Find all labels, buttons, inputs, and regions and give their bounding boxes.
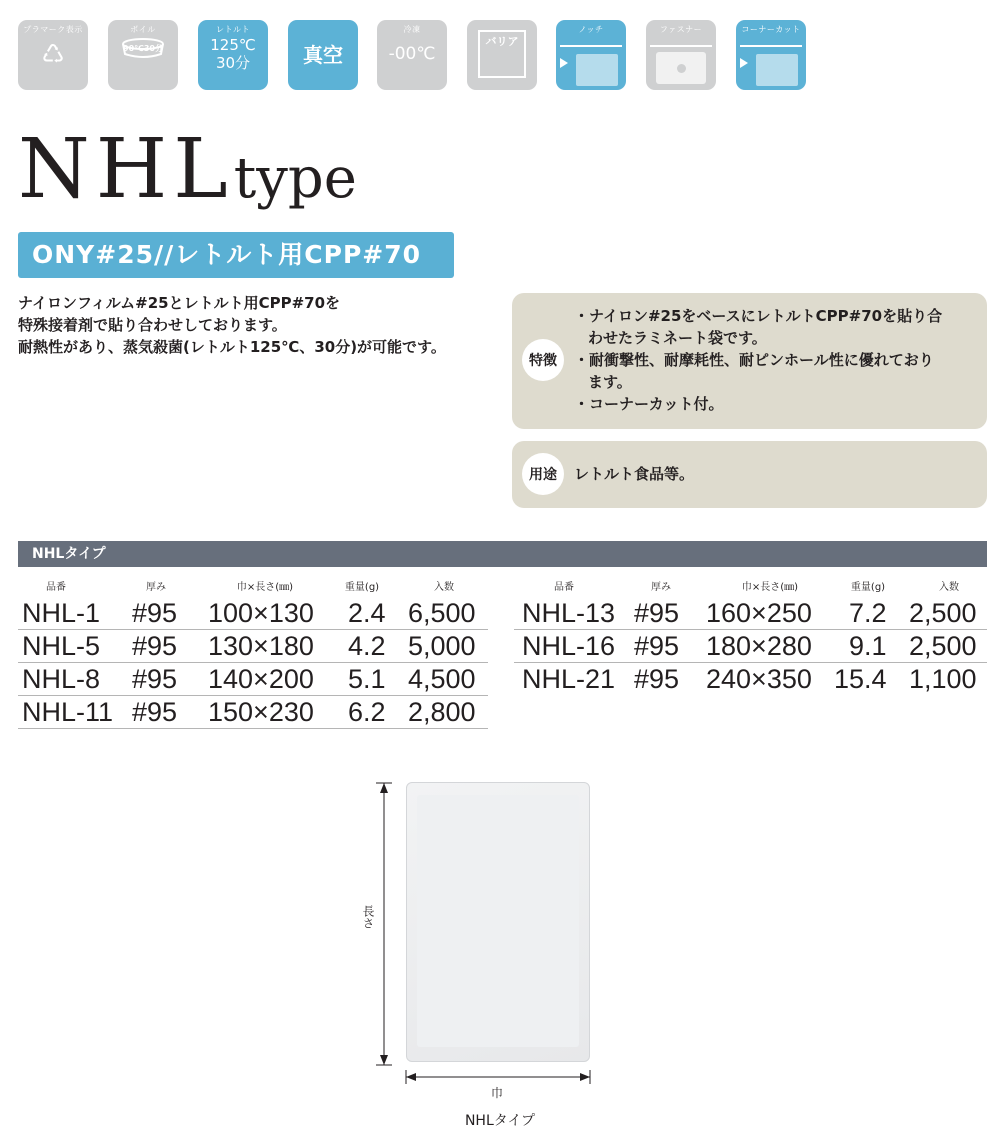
- material-banner: ONY#25//レトルト用CPP#70: [18, 232, 454, 278]
- table-row: NHL-8 #95 140×200 5.1 4,500: [18, 663, 488, 696]
- bag-illustration: [406, 782, 590, 1062]
- features-badge: 特徴: [522, 339, 564, 381]
- corner-mark-icon: [740, 58, 748, 68]
- plastic-mark-icon: プラマーク表示 ♺: [18, 20, 88, 90]
- corner-cut-icon: コーナーカット: [736, 20, 806, 90]
- barrier-icon: バリア: [467, 20, 537, 90]
- usage-badge: 用途: [522, 453, 564, 495]
- table-column-headers-left: 品番 厚み 巾×長さ(㎜) 重量(g) 入数: [46, 582, 454, 593]
- width-label: 巾: [491, 1086, 504, 1100]
- table-row: NHL-16 #95 180×280 9.1 2,500: [514, 630, 987, 663]
- notch-icon: ノッチ: [556, 20, 626, 90]
- table-row: NHL-1 #95 100×130 2.4 6,500: [18, 597, 488, 630]
- features-box: 特徴 ・ナイロン#25をベースにレトルトCPP#70を貼り合 わせたラミネート袋です。 ・耐衝撃性、耐摩耗性、耐ピンホール性に優れており ます。 ・コーナーカット付。: [512, 293, 987, 429]
- vacuum-icon: 真空: [288, 20, 358, 90]
- table-row: NHL-11 #95 150×230 6.2 2,800: [18, 696, 488, 729]
- notch-mark-icon: [560, 58, 568, 68]
- length-label: 長さ: [361, 905, 375, 929]
- zipper-icon: ファスナー: [646, 20, 716, 90]
- page-title: NHLtype: [18, 122, 357, 217]
- freeze-icon: 冷凍 -00℃: [377, 20, 447, 90]
- table-column-headers-right: 品番 厚み 巾×長さ(㎜) 重量(g) 入数: [554, 582, 959, 593]
- table-title: NHLタイプ: [18, 541, 987, 567]
- retort-icon: レトルト 125℃ 30分: [198, 20, 268, 90]
- table-row: NHL-13 #95 160×250 7.2 2,500: [514, 597, 987, 630]
- recycle-icon: ♺: [41, 40, 65, 70]
- diagram-caption: NHLタイプ: [464, 1113, 536, 1129]
- product-description: ナイロンフィルム#25とレトルト用CPP#70を 特殊接着剤で貼り合わせしております。 耐熱性があり、蒸気殺菌(レトルト125℃、30分)が可能です。: [18, 294, 446, 356]
- usage-box: 用途 レトルト食品等。: [512, 441, 987, 508]
- boil-icon: ボイル 90℃30分: [108, 20, 178, 90]
- table-row: NHL-21 #95 240×350 15.4 1,100: [522, 664, 977, 694]
- table-row: NHL-5 #95 130×180 4.2 5,000: [18, 630, 488, 663]
